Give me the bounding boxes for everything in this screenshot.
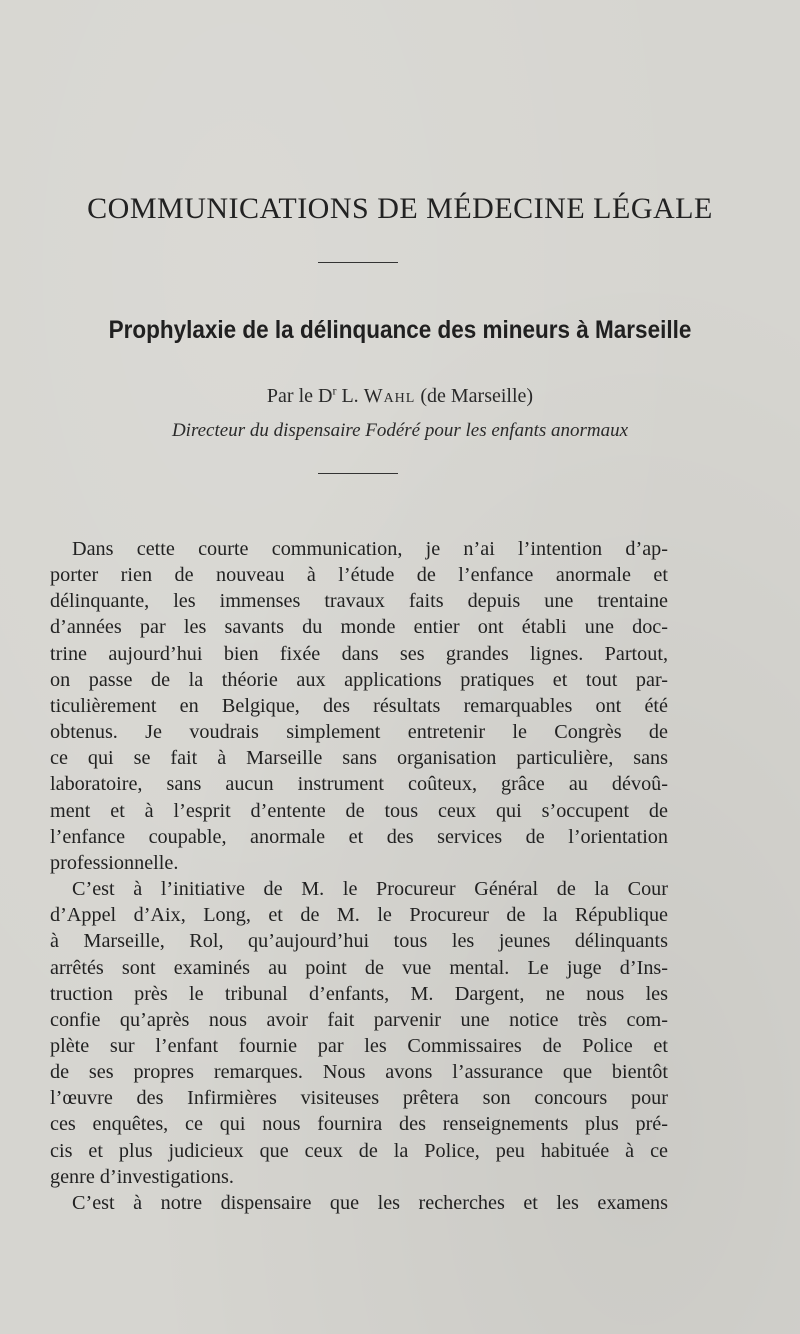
article-title: Prophylaxie de la délinquance des mineurs à Marseille (108, 316, 692, 344)
text-line: ticulièrement en Belgique, des résultats remarquables ont été (50, 694, 668, 717)
text-line: Dans cette courte communication, je n’ai l’intention d’ap- (72, 538, 668, 560)
author-affiliation: Directeur du dispensaire Fodéré pour les enfants anormaux (171, 420, 629, 441)
text-line: délinquante, les immenses travaux faits depuis une trentaine (50, 590, 668, 613)
text-line: truction près le tribunal d’enfants, M. Dargent, ne nous les (50, 982, 668, 1005)
byline-place: (de Marseille) (420, 385, 534, 407)
text-line: arrêtés sont examinés au point de vue mental. Le juge d’Ins- (50, 956, 668, 979)
text-line: porter rien de nouveau à l’étude de l’enfance anormale et (50, 564, 668, 587)
section-heading: COMMUNICATIONS DE MÉDECINE LÉGALE (87, 192, 713, 225)
byline-surname: Wahl (363, 385, 416, 407)
text-line: l’œuvre des Infirmières visiteuses prêtera son concours pour (50, 1087, 668, 1110)
text-line: ment et à l’esprit d’entente de tous ceux qui s’occupent de (50, 799, 668, 822)
author-byline (0, 385, 800, 408)
article-body (50, 536, 668, 1216)
byline-title-sup: r (332, 383, 337, 398)
text-line: ce qui se fait à Marseille sans organisation particulière, sans (50, 747, 668, 770)
text-line: genre d’investigations. (50, 1165, 234, 1188)
text-line: obtenus. Je voudrais simplement entretenir le Congrès de (50, 721, 668, 744)
text-line: cis et plus judicieux que ceux de la Police, peu habituée à ce (50, 1139, 668, 1162)
text-line: on passe de la théorie aux applications pratiques et tout par- (50, 668, 668, 691)
text-line: d’Appel d’Aix, Long, et de M. le Procureur de la République (50, 904, 668, 927)
text-line: laboratoire, sans aucun instrument coûteux, grâce au dévoû- (50, 773, 668, 796)
byline-initial: L. (341, 385, 359, 407)
text-line: de ses propres remarques. Nous avons l’assurance que bientôt (50, 1061, 668, 1084)
paragraph-3 (50, 1190, 668, 1216)
text-line: confie qu’après nous avoir fait parvenir une notice très com- (50, 1008, 668, 1031)
text-line: C’est à l’initiative de M. le Procureur Général de la Cour (72, 878, 668, 901)
text-line: ces enquêtes, ce qui nous fournira des renseignements plus pré- (50, 1113, 668, 1136)
byline-prefix: Par le D (266, 385, 333, 407)
text-line: l’enfance coupable, anormale et des services de l’orientation (50, 825, 668, 848)
paragraph-2 (50, 876, 668, 1190)
divider-rule-bottom (318, 473, 398, 474)
text-line: C’est à notre dispensaire que les recherches et les examens (72, 1191, 668, 1214)
text-line: d’années par les savants du monde entier ont établi une doc- (50, 616, 668, 639)
text-line: plète sur l’enfant fournie par les Commissaires de Police et (50, 1034, 668, 1057)
paragraph-1 (50, 536, 668, 876)
divider-rule-top (318, 262, 398, 263)
text-line: trine aujourd’hui bien fixée dans ses grandes lignes. Partout, (50, 642, 668, 665)
text-line: à Marseille, Rol, qu’aujourd’hui tous les jeunes délinquants (50, 930, 668, 953)
text-line: professionnelle. (50, 851, 179, 874)
